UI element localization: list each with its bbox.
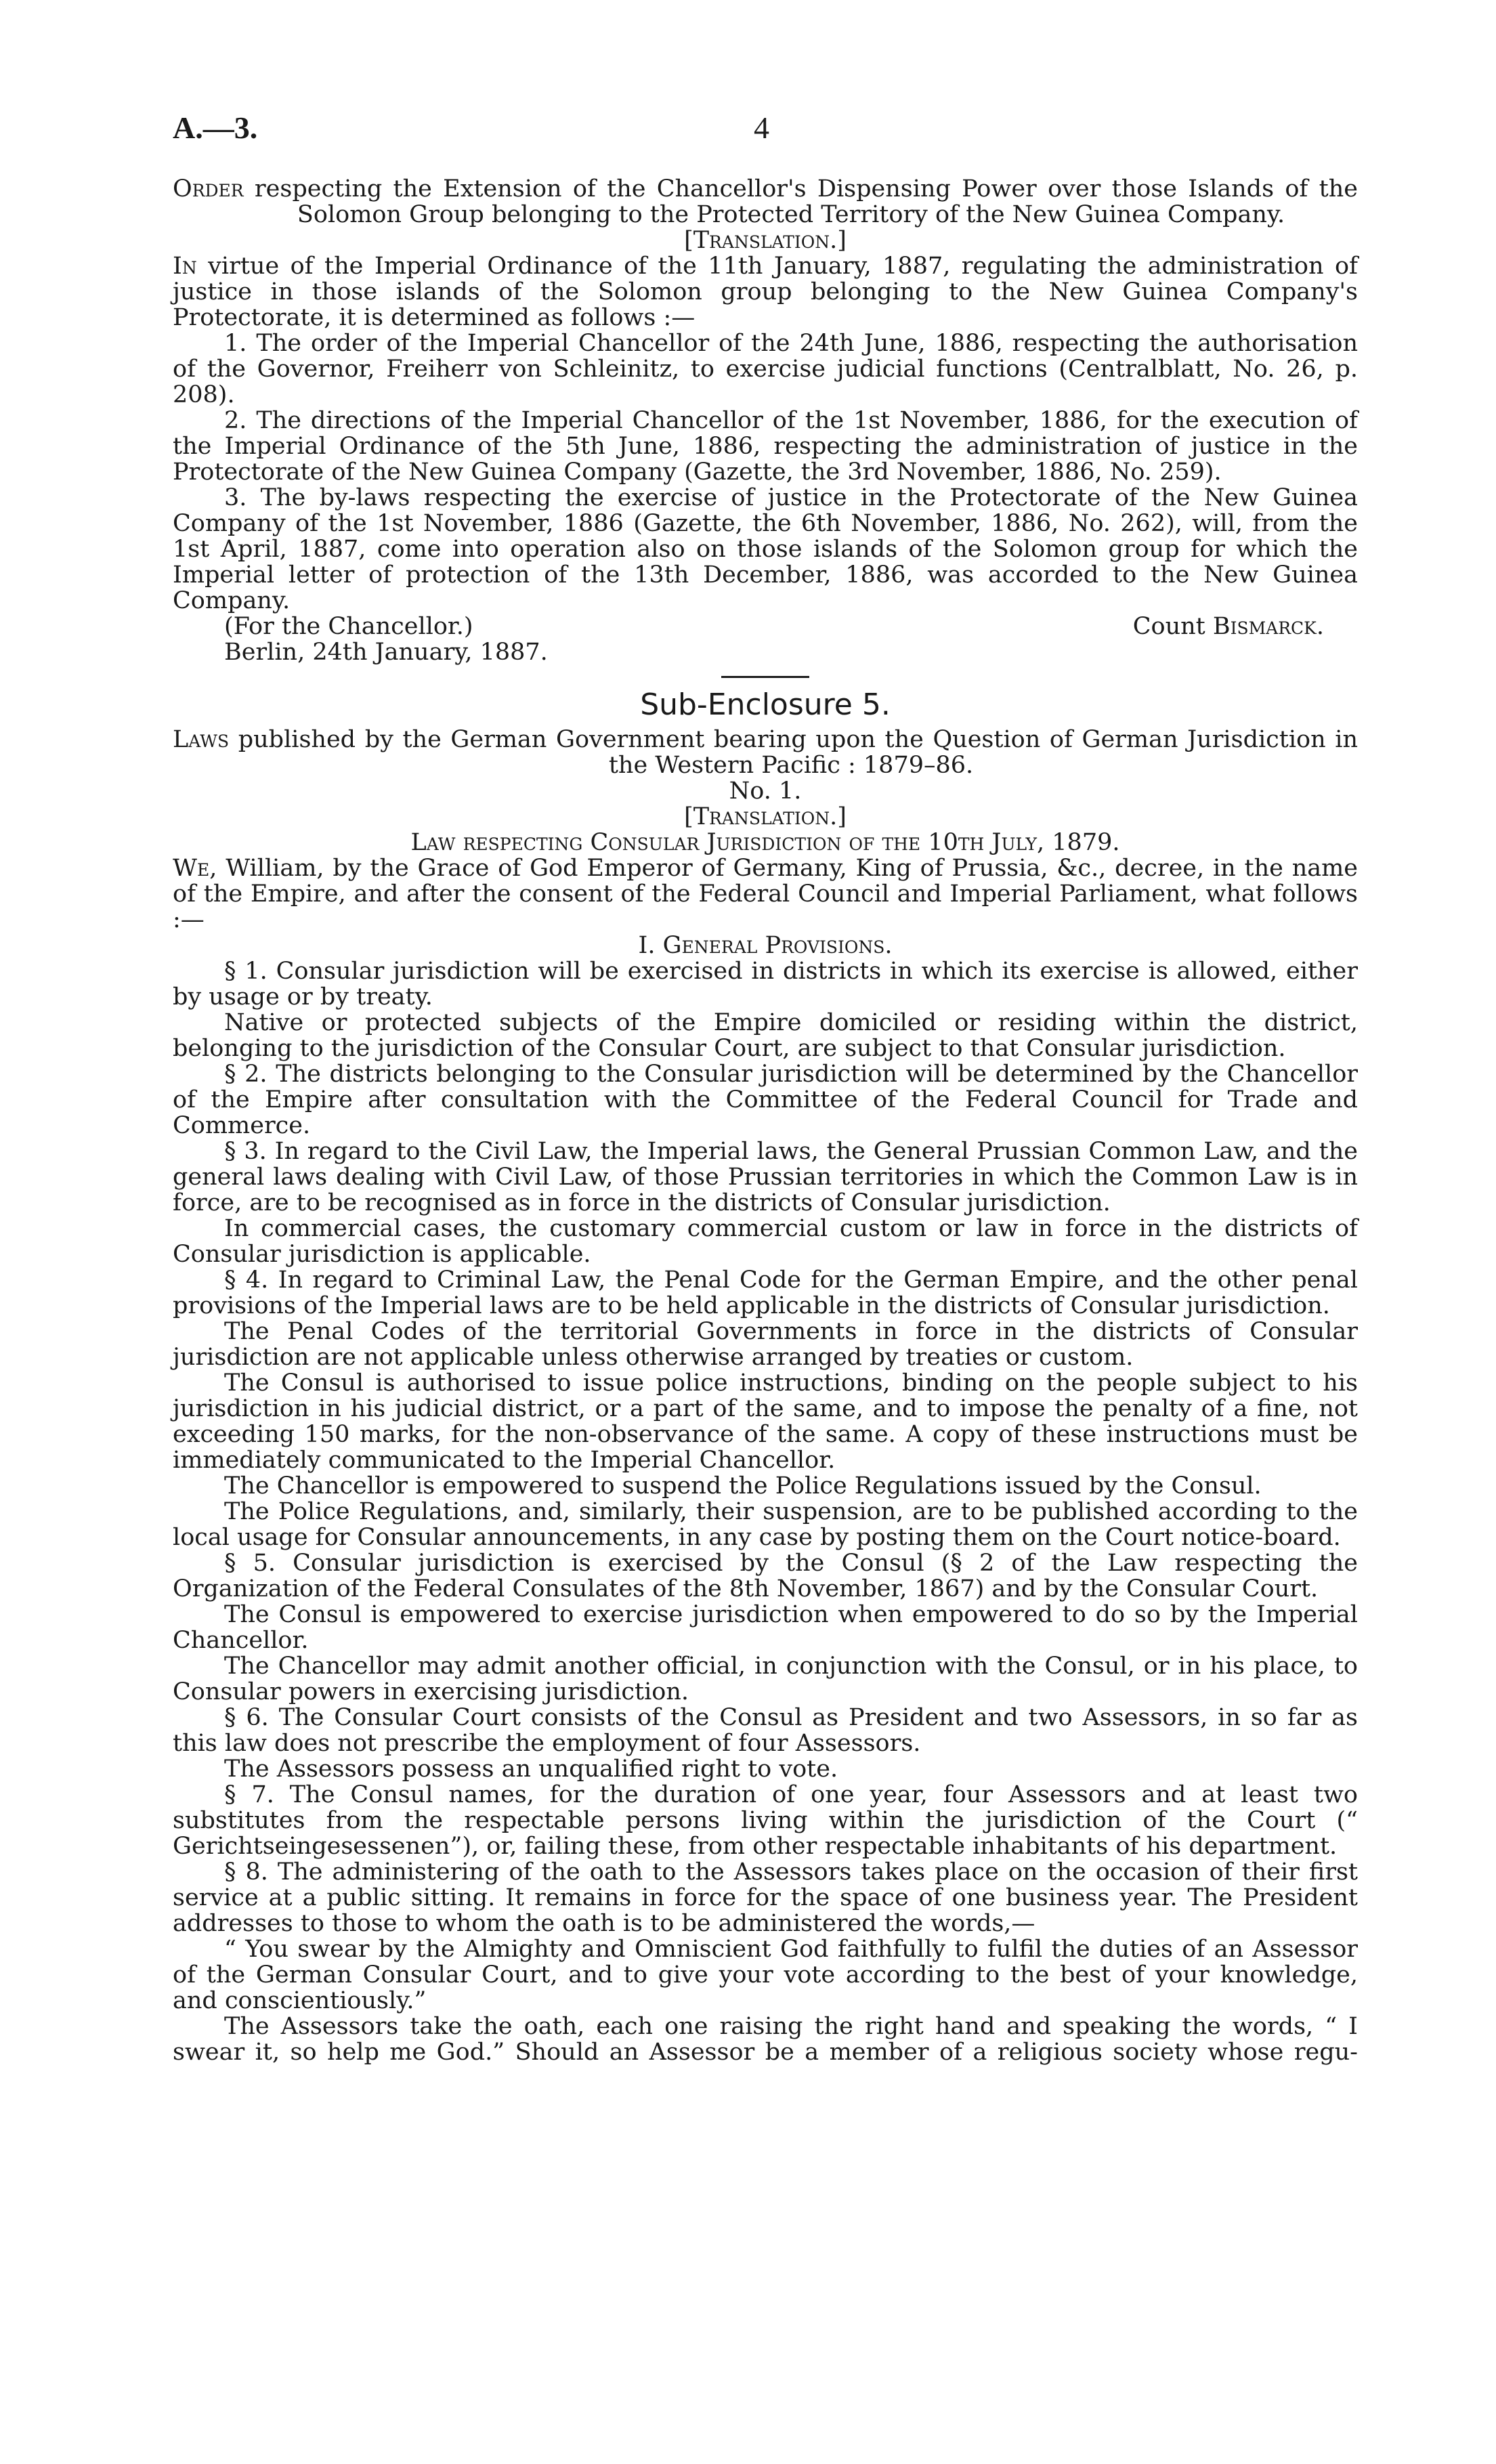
order-intro-lead: In [173, 253, 197, 280]
signature-name [1133, 614, 1358, 639]
law-paragraph: The Assessors take the oath, each one raising the right hand and speaking the words, “ I swear it, so help me God.” Should an Assessor be a member of a religious society whose regu- [173, 2013, 1358, 2066]
law-title: Law respecting Consular Jurisdiction of the 10th July, 1879. [410, 829, 1120, 856]
signature-name-text: Bismarck. [1212, 613, 1324, 640]
order-title-rest: respecting the Extension of the Chancellor's Dispensing Power over those Islands of the Solomon Group belonging to the Protected Territory of the New Guinea Company. [243, 175, 1358, 228]
document-reference: A.—3. [173, 110, 258, 145]
law-paragraph: “ You swear by the Almighty and Omniscient God faithfully to fulfil the duties of an Assessor of the German Consular Court, and to give your vote according to the best of your knowledge, and conscientiously.” [173, 1936, 1358, 2014]
law-paragraph: The Assessors possess an unqualified right to vote. [224, 1756, 838, 1783]
law-paragraph: § 3. In regard to the Civil Law, the Imperial laws, the General Prussian Common Law, and the general laws dealing with Civil Law, of those Prussian territories in which the Common Law is in force, are to be recognised as in force in the districts of Consular jurisdiction. [173, 1138, 1358, 1216]
order-title-lead: Order [173, 175, 244, 203]
sub-enclosure-heading-rest: published by the German Government bearing upon the Question of German Jurisdiction in the Western Pacific : 1879–86. [229, 726, 1358, 779]
law-preamble-rest: William, by the Grace of God Emperor of Germany, King of Prussia, &c., decree, in the name of the Empire, and after the consent of the Federal Council and Imperial Parliament, what follows :— [173, 855, 1358, 933]
law-preamble-lead: We, [173, 855, 217, 882]
law-paragraph: In commercial cases, the customary commercial custom or law in force in the districts of Consular jurisdiction is applicable. [173, 1215, 1358, 1268]
law-paragraph: § 1. Consular jurisdiction will be exercised in districts in which its exercise is allowed, either by usage or by treaty. [173, 958, 1358, 1011]
sub-enclosure-section [173, 687, 1358, 2065]
signature-for: (For the Chancellor.) [224, 613, 473, 640]
order-item: 1. The order of the Imperial Chancellor of the 24th June, 1886, respecting the authorisation of the Governor, Freiherr von Schleinitz, to exercise judicial functions (Centralblatt, No. 26, p. 208). [173, 330, 1358, 408]
law-paragraph: § 4. In regard to Criminal Law, the Penal Code for the German Empire, and the other penal provisions of the Imperial laws are to be held applicable in the districts of Consular jurisdiction. [173, 1267, 1358, 1319]
sub-enclosure-title: Sub-Enclosure 5. [640, 687, 891, 722]
sub-enclosure-heading [173, 727, 1358, 778]
order-intro-rest: virtue of the Imperial Ordinance of the 11th January, 1887, regulating the administration of justice in those islands of the Solomon group belonging to the New Guinea Company's Protectorate, it is determined as follows :— [173, 253, 1358, 331]
sub-enclosure-heading-lead: Laws [173, 726, 230, 753]
document-page [173, 110, 1358, 2066]
translation-note: [Translation.] [684, 227, 847, 254]
law-paragraph: The Consul is authorised to issue police instructions, binding on the people subject to his jurisdiction in his judicial district, or a part of the same, and to impose the penalty of a fine, not exceeding 150 marks, for the non-observance of the same. A copy of these instructions must be immediately communicated to the Imperial Chancellor. [173, 1369, 1358, 1474]
law-number: No. 1. [729, 778, 802, 805]
law-paragraph: The Penal Codes of the territorial Governments in force in the districts of Consular jurisdiction are not applicable unless otherwise arranged by treaties or custom. [173, 1318, 1358, 1371]
law-paragraph: § 2. The districts belonging to the Consular jurisdiction will be determined by the Chancellor of the Empire after consultation with the Committee of the Federal Council for Trade and Commerce. [173, 1061, 1358, 1139]
signature-name-prefix: Count [1132, 613, 1213, 640]
law-paragraph: The Chancellor may admit another official, in conjunction with the Consul, or in his place, to Consular powers in exercising jurisdiction. [173, 1653, 1358, 1705]
order-section [173, 176, 1358, 665]
law-preamble [173, 855, 1358, 933]
law-paragraph: The Consul is empowered to exercise jurisdiction when empowered to do so by the Imperial Chancellor. [173, 1601, 1358, 1654]
signature-row [173, 614, 1358, 639]
law-paragraph: Native or protected subjects of the Empire domiciled or residing within the district, belonging to the jurisdiction of the Consular Court, are subject to that Consular jurisdiction. [173, 1009, 1358, 1062]
order-intro [173, 253, 1358, 331]
order-title [173, 176, 1358, 228]
page-number: 4 [754, 110, 769, 145]
law-paragraph: § 5. Consular jurisdiction is exercised by the Consul (§ 2 of the Law respecting the Organization of the Federal Consulates of the 8th November, 1867) and by the Consular Court. [173, 1550, 1358, 1602]
order-date-line: Berlin, 24th January, 1887. [224, 639, 548, 666]
part-heading: I. General Provisions. [638, 932, 893, 959]
law-paragraph: § 6. The Consular Court consists of the Consul as President and two Assessors, in so far as this law does not prescribe the employment of four Assessors. [173, 1704, 1358, 1757]
law-paragraph: § 8. The administering of the oath to the Assessors takes place on the occasion of their first service at a public sitting. It remains in force for the space of one business year. The President addresses to those to whom the oath is to be administered the words,— [173, 1858, 1358, 1937]
order-item: 2. The directions of the Imperial Chancellor of the 1st November, 1886, for the execution of the Imperial Ordinance of the 5th June, 1886, respecting the administration of justice in the Protectorate of the New Guinea Company (Gazette, the 3rd November, 1886, No. 259). [173, 407, 1358, 486]
law-paragraph: The Chancellor is empowered to suspend the Police Regulations issued by the Consul. [224, 1472, 1262, 1500]
order-item: 3. The by-laws respecting the exercise of justice in the Protectorate of the New Guinea Company of the 1st November, 1886 (Gazette, the 6th November, 1886, No. 262), will, from the 1st April, 1887, come into operation also on those islands of the Solomon group for which the Imperial letter of protection of the 13th December, 1886, was accorded to the New Guinea Company. [173, 484, 1358, 614]
law-paragraph: The Police Regulations, and, similarly, their suspension, are to be published according to the local usage for Consular announcements, in any case by posting them on the Court notice-board. [173, 1498, 1358, 1551]
law-paragraph: § 7. The Consul names, for the duration of one year, four Assessors and at least two substitutes from the respectable persons living within the jurisdiction of the Court (“ Gerichtseingesessenen”), or, failing these, from other respectable inhabitants of his department. [173, 1781, 1358, 1860]
page-header [173, 110, 1358, 176]
section-divider [721, 676, 809, 678]
translation-note: [Translation.] [684, 803, 847, 830]
